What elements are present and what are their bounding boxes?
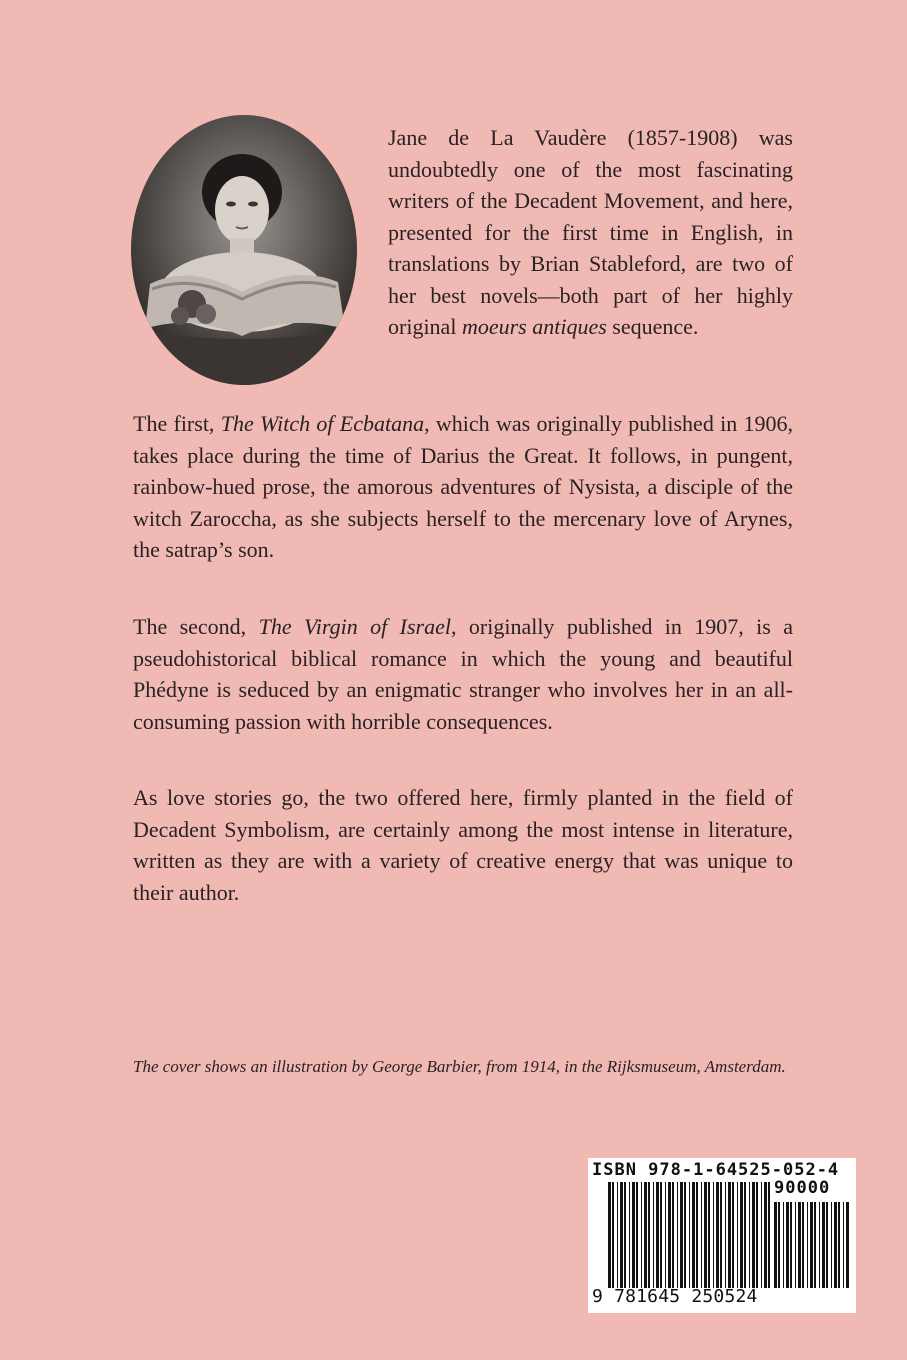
- barcode-bar: [672, 1182, 674, 1288]
- barcode-bar: [761, 1182, 762, 1288]
- barcode-bar: [641, 1182, 642, 1288]
- barcode-bar: [819, 1202, 820, 1288]
- barcode-bar: [701, 1182, 702, 1288]
- price-code: 90000: [774, 1178, 831, 1198]
- barcode-bar: [778, 1202, 780, 1288]
- barcode-bar: [834, 1202, 837, 1288]
- barcode-bar: [636, 1182, 638, 1288]
- barcode-bar: [810, 1202, 813, 1288]
- barcode-bar: [665, 1182, 666, 1288]
- isbn-number: ISBN 978-1-64525-052-4: [592, 1160, 840, 1180]
- barcode-bar: [632, 1182, 635, 1288]
- barcode-bar: [704, 1182, 707, 1288]
- intro-paragraph: Jane de La Vaudère (1857-1908) was undoubtedly one of the most fascinating writers of the Decadent Movement, and here, presented for the first time in English, in translations by Brian Stableford, are two of her best novels—both part of her highly original moeurs antiques sequence.: [388, 125, 793, 339]
- barcode-bar: [740, 1182, 743, 1288]
- barcode-bar: [713, 1182, 714, 1288]
- barcode-bar: [795, 1202, 796, 1288]
- barcode-bar: [768, 1182, 770, 1288]
- barcode-bar: [838, 1202, 840, 1288]
- barcode-bar: [624, 1182, 626, 1288]
- barcode-bar: [822, 1202, 825, 1288]
- author-portrait: [130, 114, 358, 386]
- barcode-bar: [708, 1182, 710, 1288]
- isbn-barcode: [588, 1158, 856, 1313]
- cover-credit: The cover shows an illustration by George Barbier, from 1914, in the Rijksmuseum, Amsterdam.: [133, 1057, 786, 1076]
- paragraph-virgin-of-israel: The second, The Virgin of Israel, originally published in 1907, is a pseudohistorical biblical romance in which the young and beautiful Phédyne is seduced by an enigmatic stranger who involves her in an all-consuming passion with horrible consequences.: [133, 614, 794, 734]
- barcode-bar: [608, 1182, 611, 1288]
- paragraph-love-stories: As love stories go, the two offered here, firmly planted in the field of Decadent Symbolism, are certainly among the most intense in literature, written as they are with a variety of creative energy that was unique to their author.: [133, 785, 793, 905]
- barcode-bar: [826, 1202, 828, 1288]
- barcode-bar: [798, 1202, 801, 1288]
- barcode-bar: [720, 1182, 722, 1288]
- barcode-bar: [790, 1202, 792, 1288]
- barcode-bar: [692, 1182, 695, 1288]
- barcode-bar: [689, 1182, 690, 1288]
- barcode-bar: [814, 1202, 816, 1288]
- barcode-bar: [774, 1202, 777, 1288]
- barcode-bar: [786, 1202, 789, 1288]
- barcode-bar: [749, 1182, 750, 1288]
- barcode-bar: [831, 1202, 832, 1288]
- barcode-bar: [684, 1182, 686, 1288]
- barcode-bar: [807, 1202, 808, 1288]
- barcode-bar: [846, 1202, 849, 1288]
- barcode-bar: [656, 1182, 659, 1288]
- barcode-bar: [764, 1182, 767, 1288]
- barcode-bar: [660, 1182, 662, 1288]
- series-title: moeurs antiques: [461, 314, 607, 339]
- barcode-bar: [737, 1182, 738, 1288]
- barcode-bar: [648, 1182, 650, 1288]
- barcode-bar: [677, 1182, 678, 1288]
- barcode-bar: [752, 1182, 755, 1288]
- barcode-bar: [644, 1182, 647, 1288]
- barcode-bar: [725, 1182, 726, 1288]
- barcode-bar: [653, 1182, 654, 1288]
- barcode-bar: [612, 1182, 614, 1288]
- barcode-bar: [843, 1202, 844, 1288]
- book-title: The Witch of Ecbatana: [220, 411, 425, 436]
- barcode-bar: [668, 1182, 671, 1288]
- barcode-bar: [802, 1202, 804, 1288]
- barcode-bar: [617, 1182, 618, 1288]
- barcode-bar: [696, 1182, 698, 1288]
- barcode-bar: [716, 1182, 719, 1288]
- barcode-bar: [629, 1182, 630, 1288]
- barcode-bar: [732, 1182, 734, 1288]
- author-name: Jane de La Vaudère (1857-1908): [388, 125, 738, 150]
- barcode-bar: [620, 1182, 623, 1288]
- book-title: The Virgin of Israel: [258, 614, 451, 639]
- barcode-bar: [783, 1202, 784, 1288]
- barcode-bar: [744, 1182, 746, 1288]
- barcode-bar: [756, 1182, 758, 1288]
- barcode-bar: [680, 1182, 683, 1288]
- barcode-bar: [728, 1182, 731, 1288]
- ean-digits: 9 781645 250524: [592, 1286, 758, 1307]
- paragraph-witch-of-ecbatana: The first, The Witch of Ecbatana, which was originally published in 1906, takes place during the time of Darius the Great. It follows, in pungent, rainbow-hued prose, the amorous adventures of Nysista, a disciple of the witch Zaroccha, as she subjects herself to the mercenary love of Arynes, the satrap’s son.: [133, 411, 793, 562]
